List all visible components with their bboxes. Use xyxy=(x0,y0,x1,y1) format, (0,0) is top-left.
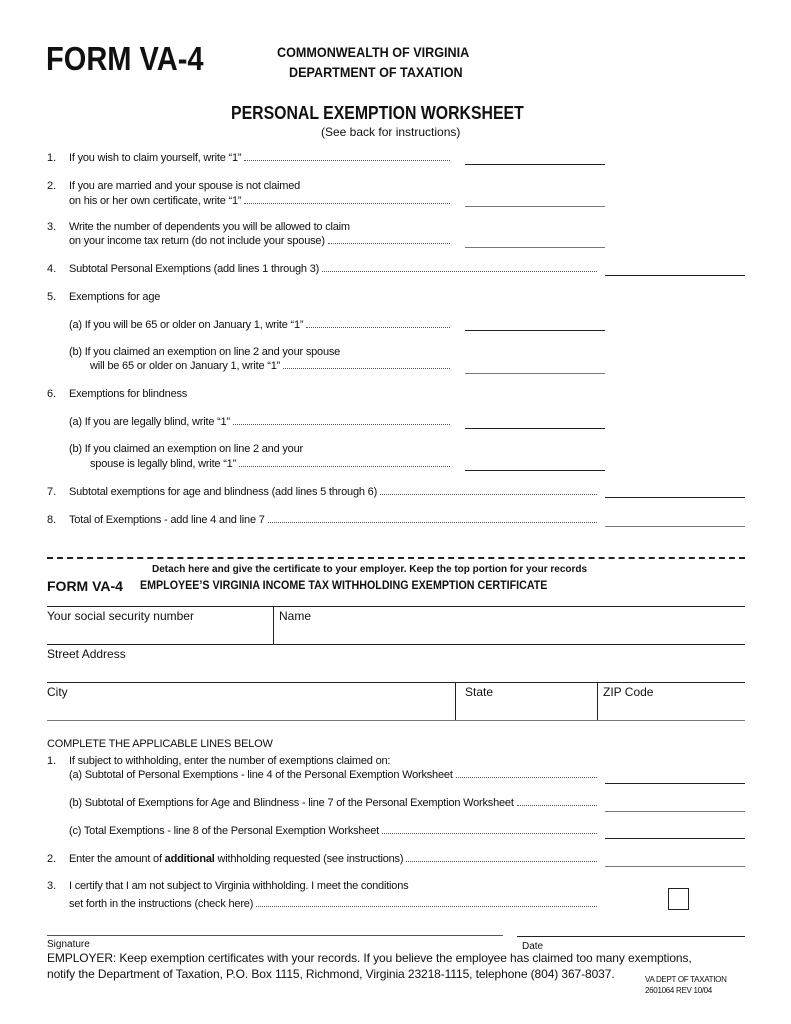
certificate-title: EMPLOYEE’S VIRGINIA INCOME TAX WITHHOLDING EXEMPTION CERTIFICATE xyxy=(140,580,548,592)
employer-note: EMPLOYER: Keep exemption certificates with your records. If you believe the employee has claimed too many exemptions, xyxy=(47,951,692,965)
state-label: State xyxy=(465,685,494,699)
line-number: 3. xyxy=(47,221,57,233)
street-field[interactable] xyxy=(48,661,744,682)
name-field[interactable] xyxy=(278,622,744,644)
ssn-field[interactable] xyxy=(48,622,272,644)
divider xyxy=(273,606,274,645)
worksheet-line-3 xyxy=(69,235,450,247)
divider xyxy=(47,606,745,607)
line-text: spouse is legally blind, write “1” xyxy=(90,458,237,470)
line-1a-input[interactable] xyxy=(605,783,745,784)
worksheet-line-6a xyxy=(69,416,450,428)
city-field[interactable] xyxy=(48,699,453,720)
line-text: Exemptions for age xyxy=(69,291,161,303)
worksheet-line-8 xyxy=(69,514,597,526)
line-text: If subject to withholding, enter the number of exemptions claimed on: xyxy=(69,755,391,767)
divider xyxy=(47,682,745,683)
line-number: 8. xyxy=(47,514,57,526)
zip-label: ZIP Code xyxy=(603,685,654,699)
line-text: on his or her own certificate, write “1” xyxy=(69,195,242,207)
line-8-input[interactable] xyxy=(605,526,745,527)
certificate-line-2 xyxy=(69,853,597,865)
line-1b-input[interactable] xyxy=(605,811,745,812)
line-number: 3. xyxy=(47,880,57,892)
line-number: 1. xyxy=(47,755,57,767)
certificate-line-1c xyxy=(69,825,597,837)
line-number: 2. xyxy=(47,853,57,865)
footer-revision: 2601064 REV 10/04 xyxy=(645,986,712,995)
worksheet-line-4 xyxy=(69,263,597,275)
line-2-amount-input[interactable] xyxy=(605,866,745,867)
worksheet-line-5b xyxy=(90,360,450,372)
street-label: Street Address xyxy=(47,647,126,661)
line-6a-input[interactable] xyxy=(465,428,605,429)
worksheet-line-2 xyxy=(69,195,450,207)
line-text: Enter the amount of xyxy=(69,853,165,865)
line-number: 4. xyxy=(47,263,57,275)
line-5b-input[interactable] xyxy=(465,373,605,374)
worksheet-title: PERSONAL EXEMPTION WORKSHEET xyxy=(231,103,524,123)
line-1c-input[interactable] xyxy=(605,838,745,839)
line-number: 6. xyxy=(47,388,57,400)
date-field[interactable] xyxy=(517,936,745,937)
line-number: 7. xyxy=(47,486,57,498)
detach-text: Detach here and give the certificate to your employer. Keep the top portion for your records xyxy=(152,564,588,575)
line-text: Write the number of dependents you will be allowed to claim xyxy=(69,221,350,233)
line-text: (a) Subtotal of Personal Exemptions - line 4 of the Personal Exemption Worksheet xyxy=(69,769,453,781)
divider xyxy=(597,682,598,721)
line-3-input[interactable] xyxy=(465,247,605,248)
line-text: Subtotal exemptions for age and blindness (add lines 5 through 6) xyxy=(69,486,378,498)
line-text: Total of Exemptions - add line 4 and line 7 xyxy=(69,514,265,526)
line-4-input[interactable] xyxy=(605,275,745,276)
line-1-input[interactable] xyxy=(465,164,605,165)
agency-line-1: COMMONWEALTH OF VIRGINIA xyxy=(277,44,470,60)
certificate-line-3 xyxy=(69,898,597,910)
line-text: (b) If you claimed an exemption on line 2 and your xyxy=(69,443,303,455)
city-label: City xyxy=(47,685,68,699)
date-label: Date xyxy=(522,941,544,952)
line-text: (a) If you are legally blind, write “1” xyxy=(69,416,230,428)
line-2-input[interactable] xyxy=(465,206,605,207)
divider xyxy=(47,644,745,645)
certificate-line-1b xyxy=(69,797,597,809)
detach-line xyxy=(47,557,745,559)
line-text: (b) Subtotal of Exemptions for Age and Blindness - line 7 of the Personal Exemption Worksheet xyxy=(69,797,514,809)
line-text: will be 65 or older on January 1, write “1” xyxy=(90,360,281,372)
line-5a-input[interactable] xyxy=(465,330,605,331)
ssn-label: Your social security number xyxy=(47,609,194,623)
divider xyxy=(47,720,745,721)
instructions-heading: COMPLETE THE APPLICABLE LINES BELOW xyxy=(47,738,273,750)
certificate-line-1a xyxy=(69,769,597,781)
zip-field[interactable] xyxy=(599,699,744,720)
name-label: Name xyxy=(279,609,312,623)
certificate-form-label: FORM VA-4 xyxy=(47,578,123,594)
line-text: on your income tax return (do not include your spouse) xyxy=(69,235,325,247)
line-number: 1. xyxy=(47,152,57,164)
agency-line-2: DEPARTMENT OF TAXATION xyxy=(289,64,463,80)
line-text: I certify that I am not subject to Virginia withholding. I meet the conditions xyxy=(69,880,409,892)
employer-note: notify the Department of Taxation, P.O. Box 1115, Richmond, Virginia 23218-1115, telephone (804) 367-8037. xyxy=(47,967,615,981)
line-text: (a) If you will be 65 or older on January 1, write “1” xyxy=(69,319,304,331)
line-text: withholding requested (see instructions) xyxy=(214,853,404,865)
form-title: FORM VA-4 xyxy=(46,40,204,77)
state-field[interactable] xyxy=(457,699,595,720)
line-text: set forth in the instructions (check here) xyxy=(69,898,254,910)
line-text-bold: additional xyxy=(164,853,215,865)
footer-agency: VA DEPT OF TAXATION xyxy=(645,975,727,984)
line-text: Subtotal Personal Exemptions (add lines 1 through 3) xyxy=(69,263,320,275)
line-6b-input[interactable] xyxy=(465,470,605,471)
line-number: 5. xyxy=(47,291,57,303)
worksheet-line-7 xyxy=(69,486,597,498)
line-number: 2. xyxy=(47,180,57,192)
worksheet-line-5a xyxy=(69,319,450,331)
line-text: (c) Total Exemptions - line 8 of the Personal Exemption Worksheet xyxy=(69,825,380,837)
worksheet-line-6b xyxy=(90,458,450,470)
not-subject-checkbox[interactable] xyxy=(668,888,689,910)
line-text: If you are married and your spouse is not claimed xyxy=(69,180,301,192)
signature-field[interactable] xyxy=(47,935,503,936)
worksheet-line-1 xyxy=(69,152,450,164)
line-text: (b) If you claimed an exemption on line 2 and your spouse xyxy=(69,346,341,358)
divider xyxy=(455,682,456,721)
line-7-input[interactable] xyxy=(605,497,745,498)
worksheet-subtitle: (See back for instructions) xyxy=(321,125,461,139)
line-text: If you wish to claim yourself, write “1” xyxy=(69,152,242,164)
signature-label: Signature xyxy=(47,939,90,950)
line-text: Exemptions for blindness xyxy=(69,388,188,400)
